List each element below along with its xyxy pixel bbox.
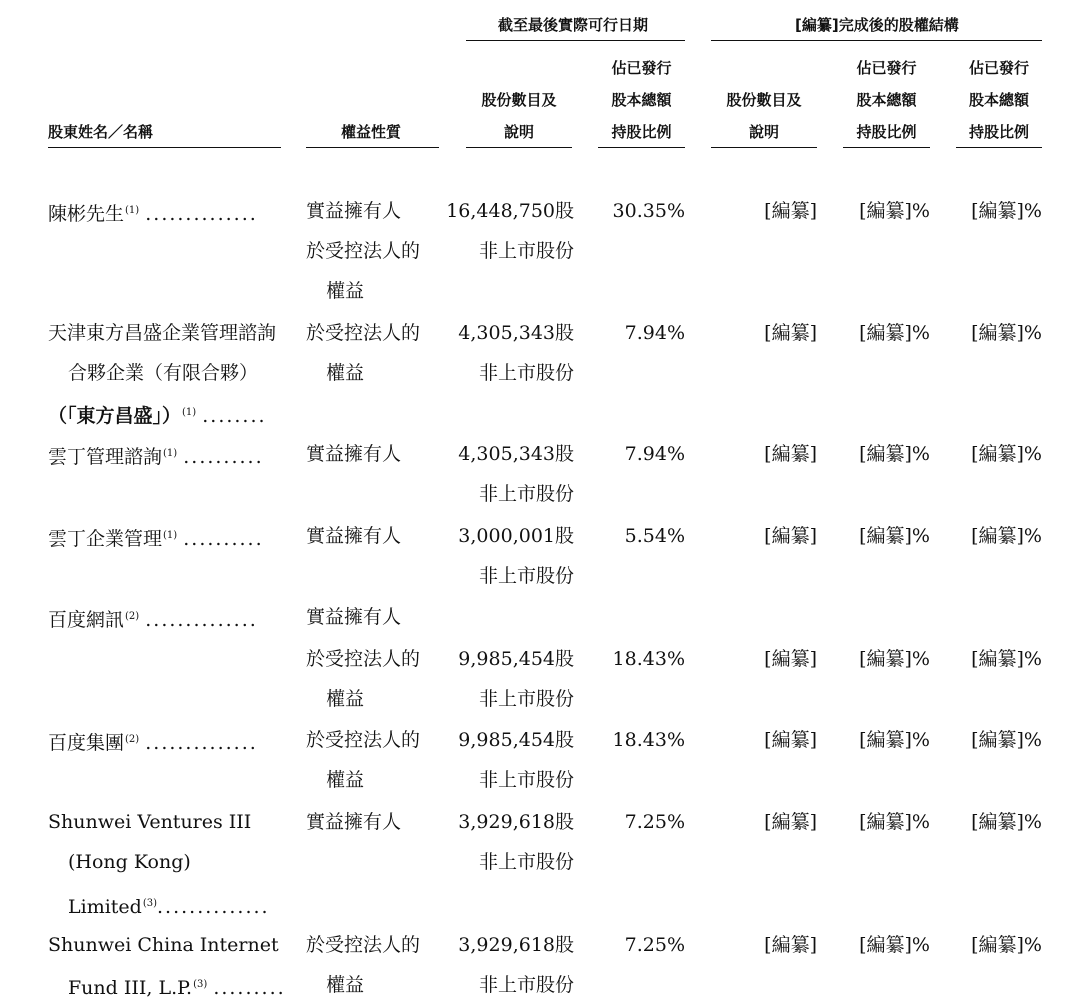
col-header-pct-line2: 股本總額 — [611, 91, 672, 109]
share-count: 3,929,618股 — [458, 811, 574, 833]
col-header-pct-line1: 佔已發行 — [611, 59, 672, 77]
shareholder-name: （「東方昌盛」）$^{(1)}$ ........ — [48, 405, 267, 427]
nature-line: 權益 — [326, 280, 365, 302]
redacted-shares: [編纂] — [764, 443, 817, 465]
redacted-shares: [編纂] — [764, 525, 817, 547]
share-count: 3,000,001股 — [458, 525, 574, 547]
redacted-shares: [編纂] — [764, 648, 817, 670]
col-header-pct-after2-line1: 佔已發行 — [968, 59, 1029, 77]
nature-line: 於受控法人的 — [306, 322, 421, 344]
holding-pct: 7.94% — [624, 322, 685, 344]
redacted-pct: [編纂]% — [971, 729, 1042, 751]
col-rule — [598, 147, 685, 148]
share-type: 非上市股份 — [478, 362, 574, 384]
nature-line: 於受控法人的 — [306, 934, 421, 956]
share-count: 3,929,618股 — [458, 934, 574, 956]
redacted-shares: [編纂] — [764, 811, 817, 833]
col-header-shares-after-line1: 股份數目及 — [726, 91, 802, 109]
share-type: 非上市股份 — [478, 240, 574, 262]
nature-line: 於受控法人的 — [306, 648, 421, 670]
share-count: 4,305,343股 — [458, 322, 574, 344]
col-header-pct-after2-line3: 持股比例 — [968, 123, 1029, 141]
nature-line: 權益 — [326, 688, 365, 710]
nature-line: 實益擁有人 — [306, 525, 402, 547]
nature-line: 實益擁有人 — [306, 443, 402, 465]
col-header-shares-after-line2: 說明 — [748, 123, 779, 141]
redacted-pct: [編纂]% — [859, 729, 930, 751]
redacted-pct: [編纂]% — [971, 811, 1042, 833]
share-type: 非上市股份 — [478, 851, 574, 873]
nature-line: 於受控法人的 — [306, 729, 421, 751]
share-type: 非上市股份 — [478, 974, 574, 996]
redacted-pct: [編纂]% — [859, 200, 930, 222]
col-rule — [48, 147, 281, 148]
redacted-shares: [編纂] — [764, 322, 817, 344]
nature-line: 實益擁有人 — [306, 811, 402, 833]
shareholder-name: 天津東方昌盛企業管理諮詢 — [48, 322, 277, 344]
group-header-rule — [711, 40, 1042, 41]
holding-pct: 5.54% — [624, 525, 685, 547]
redacted-shares: [編纂] — [764, 934, 817, 956]
shareholder-name: 雲丁企業管理$^{(1)}$ .......... — [48, 528, 264, 550]
col-rule — [843, 147, 930, 148]
redacted-pct: [編纂]% — [971, 525, 1042, 547]
shareholder-name: Limited$^{(3)}$.............. — [68, 896, 270, 918]
holding-pct: 7.94% — [624, 443, 685, 465]
shareholder-name: 陳彬先生$^{(1)}$ .............. — [48, 203, 258, 225]
redacted-pct: [編纂]% — [859, 811, 930, 833]
holding-pct: 30.35% — [612, 200, 685, 222]
col-header-name: 股東姓名／名稱 — [48, 123, 154, 141]
shareholder-name: Shunwei China Internet — [48, 934, 279, 956]
redacted-pct: [編纂]% — [859, 934, 930, 956]
col-header-shares-line2: 說明 — [503, 123, 534, 141]
nature-line: 實益擁有人 — [306, 606, 402, 628]
redacted-pct: [編纂]% — [971, 322, 1042, 344]
holding-pct: 18.43% — [612, 729, 685, 751]
col-header-pct-after-line1: 佔已發行 — [856, 59, 917, 77]
nature-line: 權益 — [326, 769, 365, 791]
col-header-shares-line1: 股份數目及 — [481, 91, 557, 109]
holding-pct: 18.43% — [612, 648, 685, 670]
holding-pct: 7.25% — [624, 934, 685, 956]
nature-line: 權益 — [326, 362, 365, 384]
shareholder-name: Shunwei Ventures III — [48, 811, 252, 833]
redacted-pct: [編纂]% — [859, 648, 930, 670]
redacted-pct: [編纂]% — [859, 322, 930, 344]
share-type: 非上市股份 — [478, 769, 574, 791]
col-rule — [711, 147, 817, 148]
shareholder-name: 百度集團$^{(2)}$ .............. — [48, 732, 258, 754]
group-header-rule — [466, 40, 685, 41]
col-header-pct-line3: 持股比例 — [611, 123, 672, 141]
share-count: 16,448,750股 — [446, 200, 574, 222]
share-type: 非上市股份 — [478, 565, 574, 587]
shareholder-name: 百度網訊$^{(2)}$ .............. — [48, 609, 258, 631]
share-type: 非上市股份 — [478, 688, 574, 710]
redacted-shares: [編纂] — [764, 729, 817, 751]
share-count: 4,305,343股 — [458, 443, 574, 465]
nature-line: 於受控法人的 — [306, 240, 421, 262]
holding-pct: 7.25% — [624, 811, 685, 833]
col-rule — [466, 147, 572, 148]
shareholder-name: 合夥企業（有限合夥） — [68, 362, 259, 384]
share-count: 9,985,454股 — [458, 729, 574, 751]
redacted-pct: [編纂]% — [971, 934, 1042, 956]
redacted-shares: [編纂] — [764, 200, 817, 222]
redacted-pct: [編纂]% — [971, 648, 1042, 670]
col-header-nature: 權益性質 — [341, 123, 402, 141]
redacted-pct: [編纂]% — [971, 443, 1042, 465]
nature-line: 權益 — [326, 974, 365, 996]
col-rule — [956, 147, 1042, 148]
share-count: 9,985,454股 — [458, 648, 574, 670]
redacted-pct: [編纂]% — [859, 443, 930, 465]
shareholder-name: 雲丁管理諮詢$^{(1)}$ .......... — [48, 446, 264, 468]
shareholder-name: (Hong Kong) — [68, 851, 191, 873]
col-header-pct-after-line2: 股本總額 — [856, 91, 917, 109]
nature-line: 實益擁有人 — [306, 200, 402, 222]
col-header-pct-after2-line2: 股本總額 — [968, 91, 1029, 109]
redacted-pct: [編纂]% — [971, 200, 1042, 222]
shareholder-name: Fund III, L.P.$^{(3)}$ ......... — [68, 977, 286, 999]
group-header-latest-date: 截至最後實際可行日期 — [498, 16, 649, 34]
col-rule — [306, 147, 439, 148]
group-header-after-offering: [編纂]完成後的股權結構 — [795, 16, 959, 34]
redacted-pct: [編纂]% — [859, 525, 930, 547]
col-header-pct-after-line3: 持股比例 — [856, 123, 917, 141]
share-type: 非上市股份 — [478, 483, 574, 505]
